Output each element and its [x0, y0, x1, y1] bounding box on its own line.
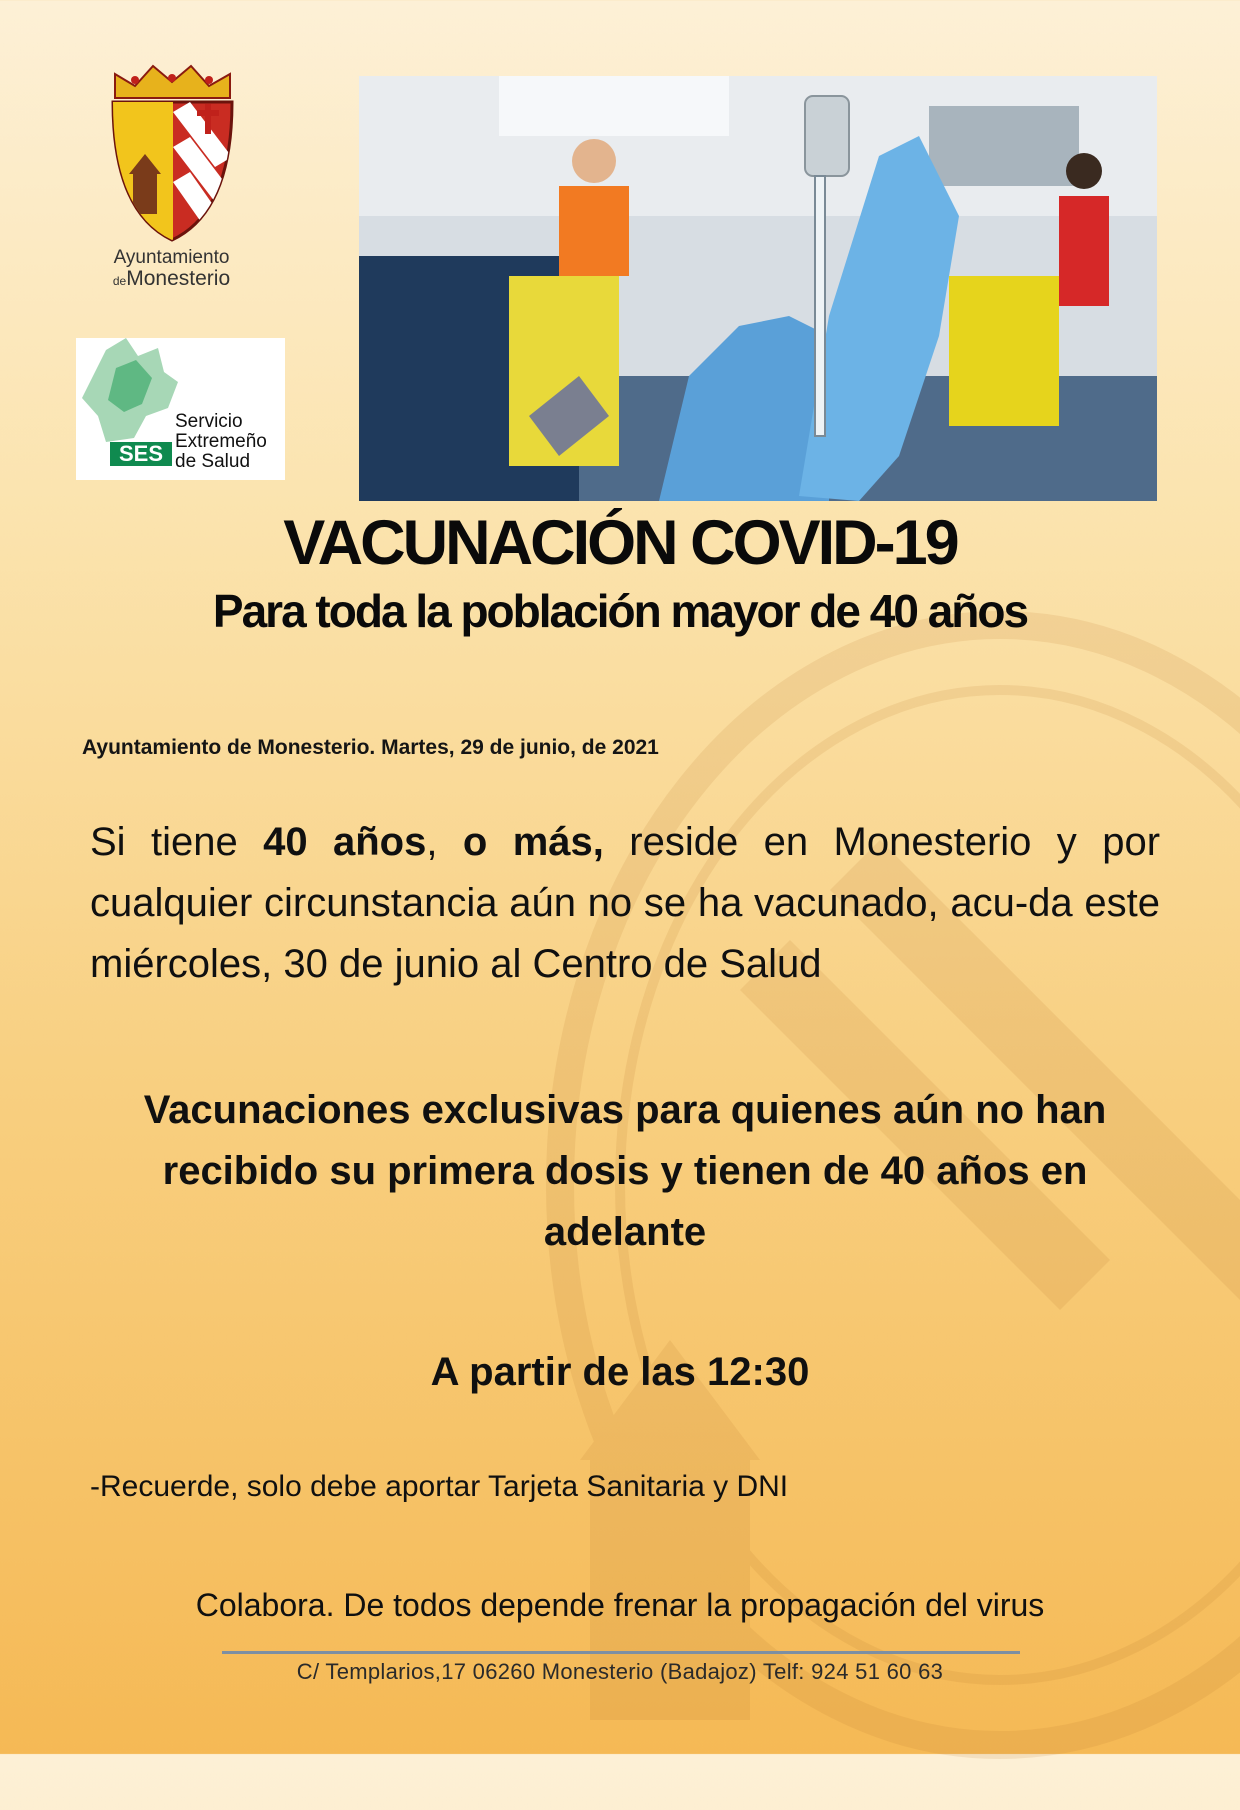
- paragraph-part3: reside en Monesterio y por cualquier circunstancia aún no se ha vacunado, acu-da este miércoles, 30 de junio al Centro de Salud: [90, 820, 1161, 986]
- reminder: -Recuerde, solo debe aportar Tarjeta Sanitaria y DNI: [90, 1470, 789, 1503]
- paragraph-part2: ,: [426, 820, 463, 864]
- ayuntamiento-logo-line1: Ayuntamiento: [113, 247, 230, 268]
- ayuntamiento-logo-text: [60, 248, 283, 290]
- ses-name-line1: Servicio: [175, 411, 243, 432]
- footer-address: C/ Templarios,17 06260 Monesterio (Badajoz) Telf: 924 51 60 63: [296, 1659, 944, 1684]
- ses-name: [175, 412, 267, 472]
- ayuntamiento-logo-line2: [60, 268, 283, 290]
- paragraph-bold-age: 40 años: [263, 820, 427, 864]
- page-subtitle: Para toda la población mayor de 40 años: [212, 585, 1028, 637]
- collaborate-message: Colabora. De todos depende frenar la propagación del virus: [195, 1587, 1045, 1623]
- paragraph-bold-more: o más,: [462, 820, 604, 864]
- ayuntamiento-logo-monesterio: Monesterio: [126, 266, 231, 290]
- paragraph-part1: Si tiene: [90, 820, 264, 864]
- vaccination-photo-icon: [359, 76, 1157, 501]
- page-title: VACUNACIÓN COVID-19: [283, 508, 957, 578]
- dateline: Ayuntamiento de Monesterio. Martes, 29 de junio, de 2021: [82, 736, 659, 759]
- ses-abbr: SES: [118, 441, 164, 466]
- footer-divider: [222, 1651, 1020, 1654]
- ses-logo: [76, 338, 285, 480]
- main-paragraph: [90, 812, 1160, 995]
- ses-name-line2: Extremeño: [175, 431, 267, 452]
- ayuntamiento-crest-icon: [105, 62, 240, 244]
- start-time: A partir de las 12:30: [430, 1350, 810, 1394]
- vaccination-photo: [359, 76, 1157, 501]
- ses-name-line3: de Salud: [175, 451, 251, 472]
- ayuntamiento-logo-de: de: [112, 273, 127, 288]
- exclusive-notice: Vacunaciones exclusivas para quienes aún no han recibido su primera dosis y tienen de 40 años en adelante: [143, 1088, 1107, 1254]
